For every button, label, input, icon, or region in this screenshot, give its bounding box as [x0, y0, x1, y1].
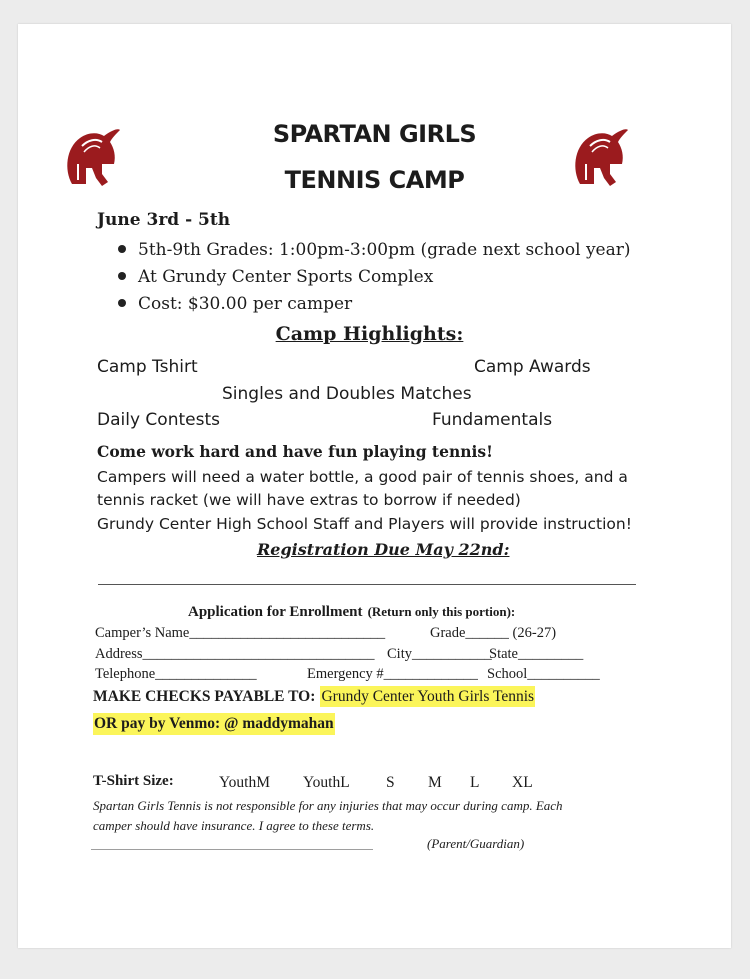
registration-due: Registration Due May 22nd: — [257, 540, 510, 559]
telephone-field[interactable]: Telephone______________ — [95, 666, 257, 682]
bullet-icon — [118, 272, 126, 280]
size-m[interactable]: M — [428, 774, 442, 791]
camp-dates: June 3rd - 5th — [97, 210, 231, 230]
city-field[interactable]: City___________ — [387, 646, 492, 662]
highlight-fundamentals: Fundamentals — [432, 410, 553, 430]
venmo-info: OR pay by Venmo: @ maddymahan — [93, 713, 335, 735]
checks-payee: Grundy Center Youth Girls Tennis — [321, 688, 535, 705]
size-youthm[interactable]: YouthM — [219, 774, 270, 791]
cut-line — [98, 584, 636, 585]
disclaimer-line-2: camper should have insurance. I agree to these terms. — [93, 818, 375, 833]
bullet-location: At Grundy Center Sports Complex — [118, 267, 433, 287]
bullet-cost: Cost: $30.00 per camper — [118, 294, 352, 314]
bullet-grades: 5th-9th Grades: 1:00pm-3:00pm (grade next school year) — [118, 240, 631, 260]
signature-label: (Parent/Guardian) — [427, 836, 525, 851]
size-youthl[interactable]: YouthL — [303, 774, 350, 791]
tshirt-size-label: T-Shirt Size: — [93, 773, 174, 789]
bullet-icon — [118, 299, 126, 307]
highlight-matches: Singles and Doubles Matches — [222, 384, 472, 404]
size-s[interactable]: S — [386, 774, 395, 791]
checks-payable: MAKE CHECKS PAYABLE TO: Grundy Center Youth Girls Tennis — [93, 688, 535, 705]
emergency-field[interactable]: Emergency #_____________ — [307, 666, 478, 682]
highlight-tshirt: Camp Tshirt — [97, 357, 198, 377]
disclaimer-line-1: Spartan Girls Tennis is not responsible for any injuries that may occur during camp. Each — [93, 798, 563, 813]
highlight-contests: Daily Contests — [97, 410, 220, 430]
info-line-1: Campers will need a water bottle, a good pair of tennis shoes, and a — [97, 468, 628, 486]
signature-line[interactable]: _______________________________________________ — [91, 836, 373, 850]
state-field[interactable]: State_________ — [489, 646, 584, 662]
info-line-3: Grundy Center High School Staff and Players will provide instruction! — [97, 515, 632, 533]
title-line-1: SPARTAN GIRLS — [272, 120, 477, 148]
highlights-heading: Camp Highlights: — [275, 323, 464, 345]
info-line-2: tennis racket (we will have extras to borrow if needed) — [97, 491, 521, 509]
form-heading: Application for Enrollment (Return only this portion): — [188, 604, 516, 620]
tagline: Come work hard and have fun playing tennis! — [97, 442, 493, 461]
school-field[interactable]: School__________ — [487, 666, 600, 682]
bullet-icon — [118, 245, 126, 253]
address-field[interactable]: Address________________________________ — [95, 646, 375, 662]
grade-field[interactable]: Grade______ (26-27) — [430, 625, 557, 641]
highlight-awards: Camp Awards — [474, 357, 591, 377]
size-l[interactable]: L — [470, 774, 480, 791]
flyer-page — [18, 24, 731, 948]
campers-name-field[interactable]: Camper’s Name___________________________ — [95, 625, 386, 641]
title-line-2: TENNIS CAMP — [284, 166, 465, 194]
size-xl[interactable]: XL — [512, 774, 533, 791]
